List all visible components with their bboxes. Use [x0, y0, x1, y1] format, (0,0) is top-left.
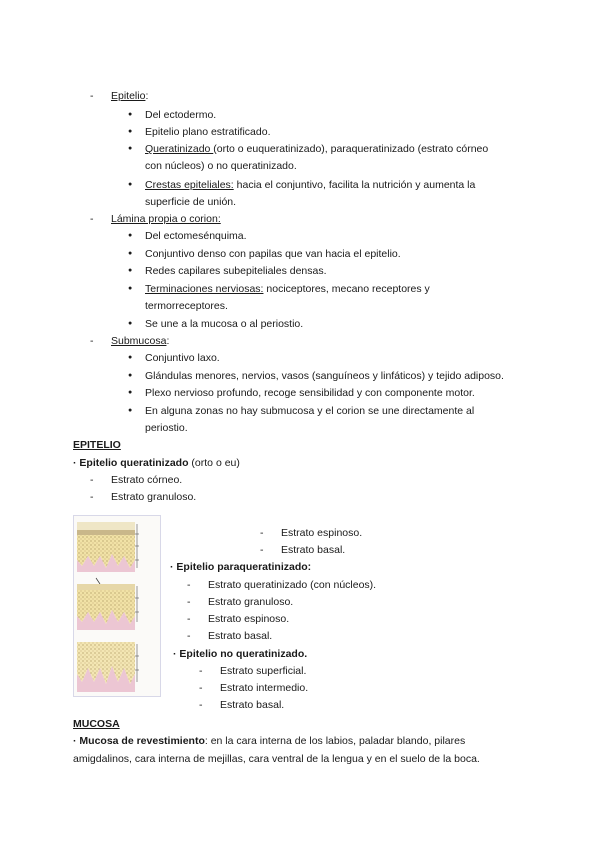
list-item: ● Se une a la mucosa o al periostio. [145, 317, 303, 331]
list-item: ● Glándulas menores, nervios, vasos (sanguíneos y linfáticos) y tejido adiposo. [145, 369, 504, 383]
list-item: ● Redes capilares subepiteliales densas. [145, 264, 327, 278]
list-item: - Estrato superficial. [220, 664, 306, 678]
outline-epitelio: - Epitelio: [111, 89, 148, 103]
list-item: - Estrato granuloso. [208, 595, 293, 609]
list-item: - Estrato queratinizado (con núcleos). [208, 578, 376, 592]
list-item: - Estrato basal. [220, 698, 284, 712]
list-item: - Estrato granuloso. [111, 490, 196, 504]
epithelium-histology-figure [73, 515, 161, 697]
list-item: ● Terminaciones nerviosas: nociceptores, mecano receptores y [145, 282, 430, 296]
section-heading-mucosa: MUCOSA [73, 718, 120, 730]
epithelium-diagram-icon [74, 516, 160, 696]
list-item: - Estrato córneo. [111, 473, 182, 487]
mucosa-revestimiento-continuation: amigdalinos, cara interna de mejillas, cara ventral de la lengua y en el suelo de la boca. [73, 753, 480, 765]
mucosa-revestimiento: · Mucosa de revestimiento: en la cara interna de los labios, paladar blando, pilares [73, 735, 466, 747]
list-item-continuation: superficie de unión. [145, 196, 237, 208]
list-item: - Estrato basal. [281, 543, 345, 557]
outline-lamina [111, 212, 221, 226]
section-heading-epitelio: EPITELIO [73, 439, 121, 451]
list-item: ● Conjuntivo laxo. [145, 351, 220, 365]
outline-submucosa-label: Submucosa [111, 335, 167, 347]
subsection-paraqueratinizado: · Epitelio paraqueratinizado: [170, 561, 312, 573]
list-item-continuation: periostio. [145, 422, 188, 434]
subsection-no-queratinizado: · Epitelio no queratinizado. [173, 648, 308, 660]
subsection-queratinizado: · Epitelio queratinizado (orto o eu) [73, 457, 240, 469]
list-item-continuation: termorreceptores. [145, 300, 228, 312]
list-item: ● Crestas epiteliales: hacia el conjuntivo, facilita la nutrición y aumenta la [145, 178, 475, 192]
list-item: ● Del ectomesénquima. [145, 229, 247, 243]
list-item: - Estrato intermedio. [220, 681, 308, 695]
list-item: ● Conjuntivo denso con papilas que van hacia el epitelio. [145, 247, 401, 261]
outline-lamina-label: Lámina propia o corion: [111, 213, 221, 225]
list-item-continuation: con núcleos) o no queratinizado. [145, 160, 297, 172]
list-item: ● Queratinizado (orto o euqueratinizado), paraqueratinizado (estrato córneo [145, 142, 488, 156]
list-item: - Estrato espinoso. [208, 612, 289, 626]
list-item: ● En alguna zonas no hay submucosa y el corion se une directamente al [145, 404, 474, 418]
list-item: ● Plexo nervioso profundo, recoge sensibilidad y con componente motor. [145, 386, 475, 400]
outline-epitelio-label: Epitelio [111, 90, 146, 102]
list-item: ● Epitelio plano estratificado. [145, 125, 271, 139]
list-item: - Estrato basal. [208, 629, 272, 643]
list-item: ● Del ectodermo. [145, 108, 216, 122]
outline-submucosa: - Submucosa: [111, 334, 169, 348]
list-item: - Estrato espinoso. [281, 526, 362, 540]
